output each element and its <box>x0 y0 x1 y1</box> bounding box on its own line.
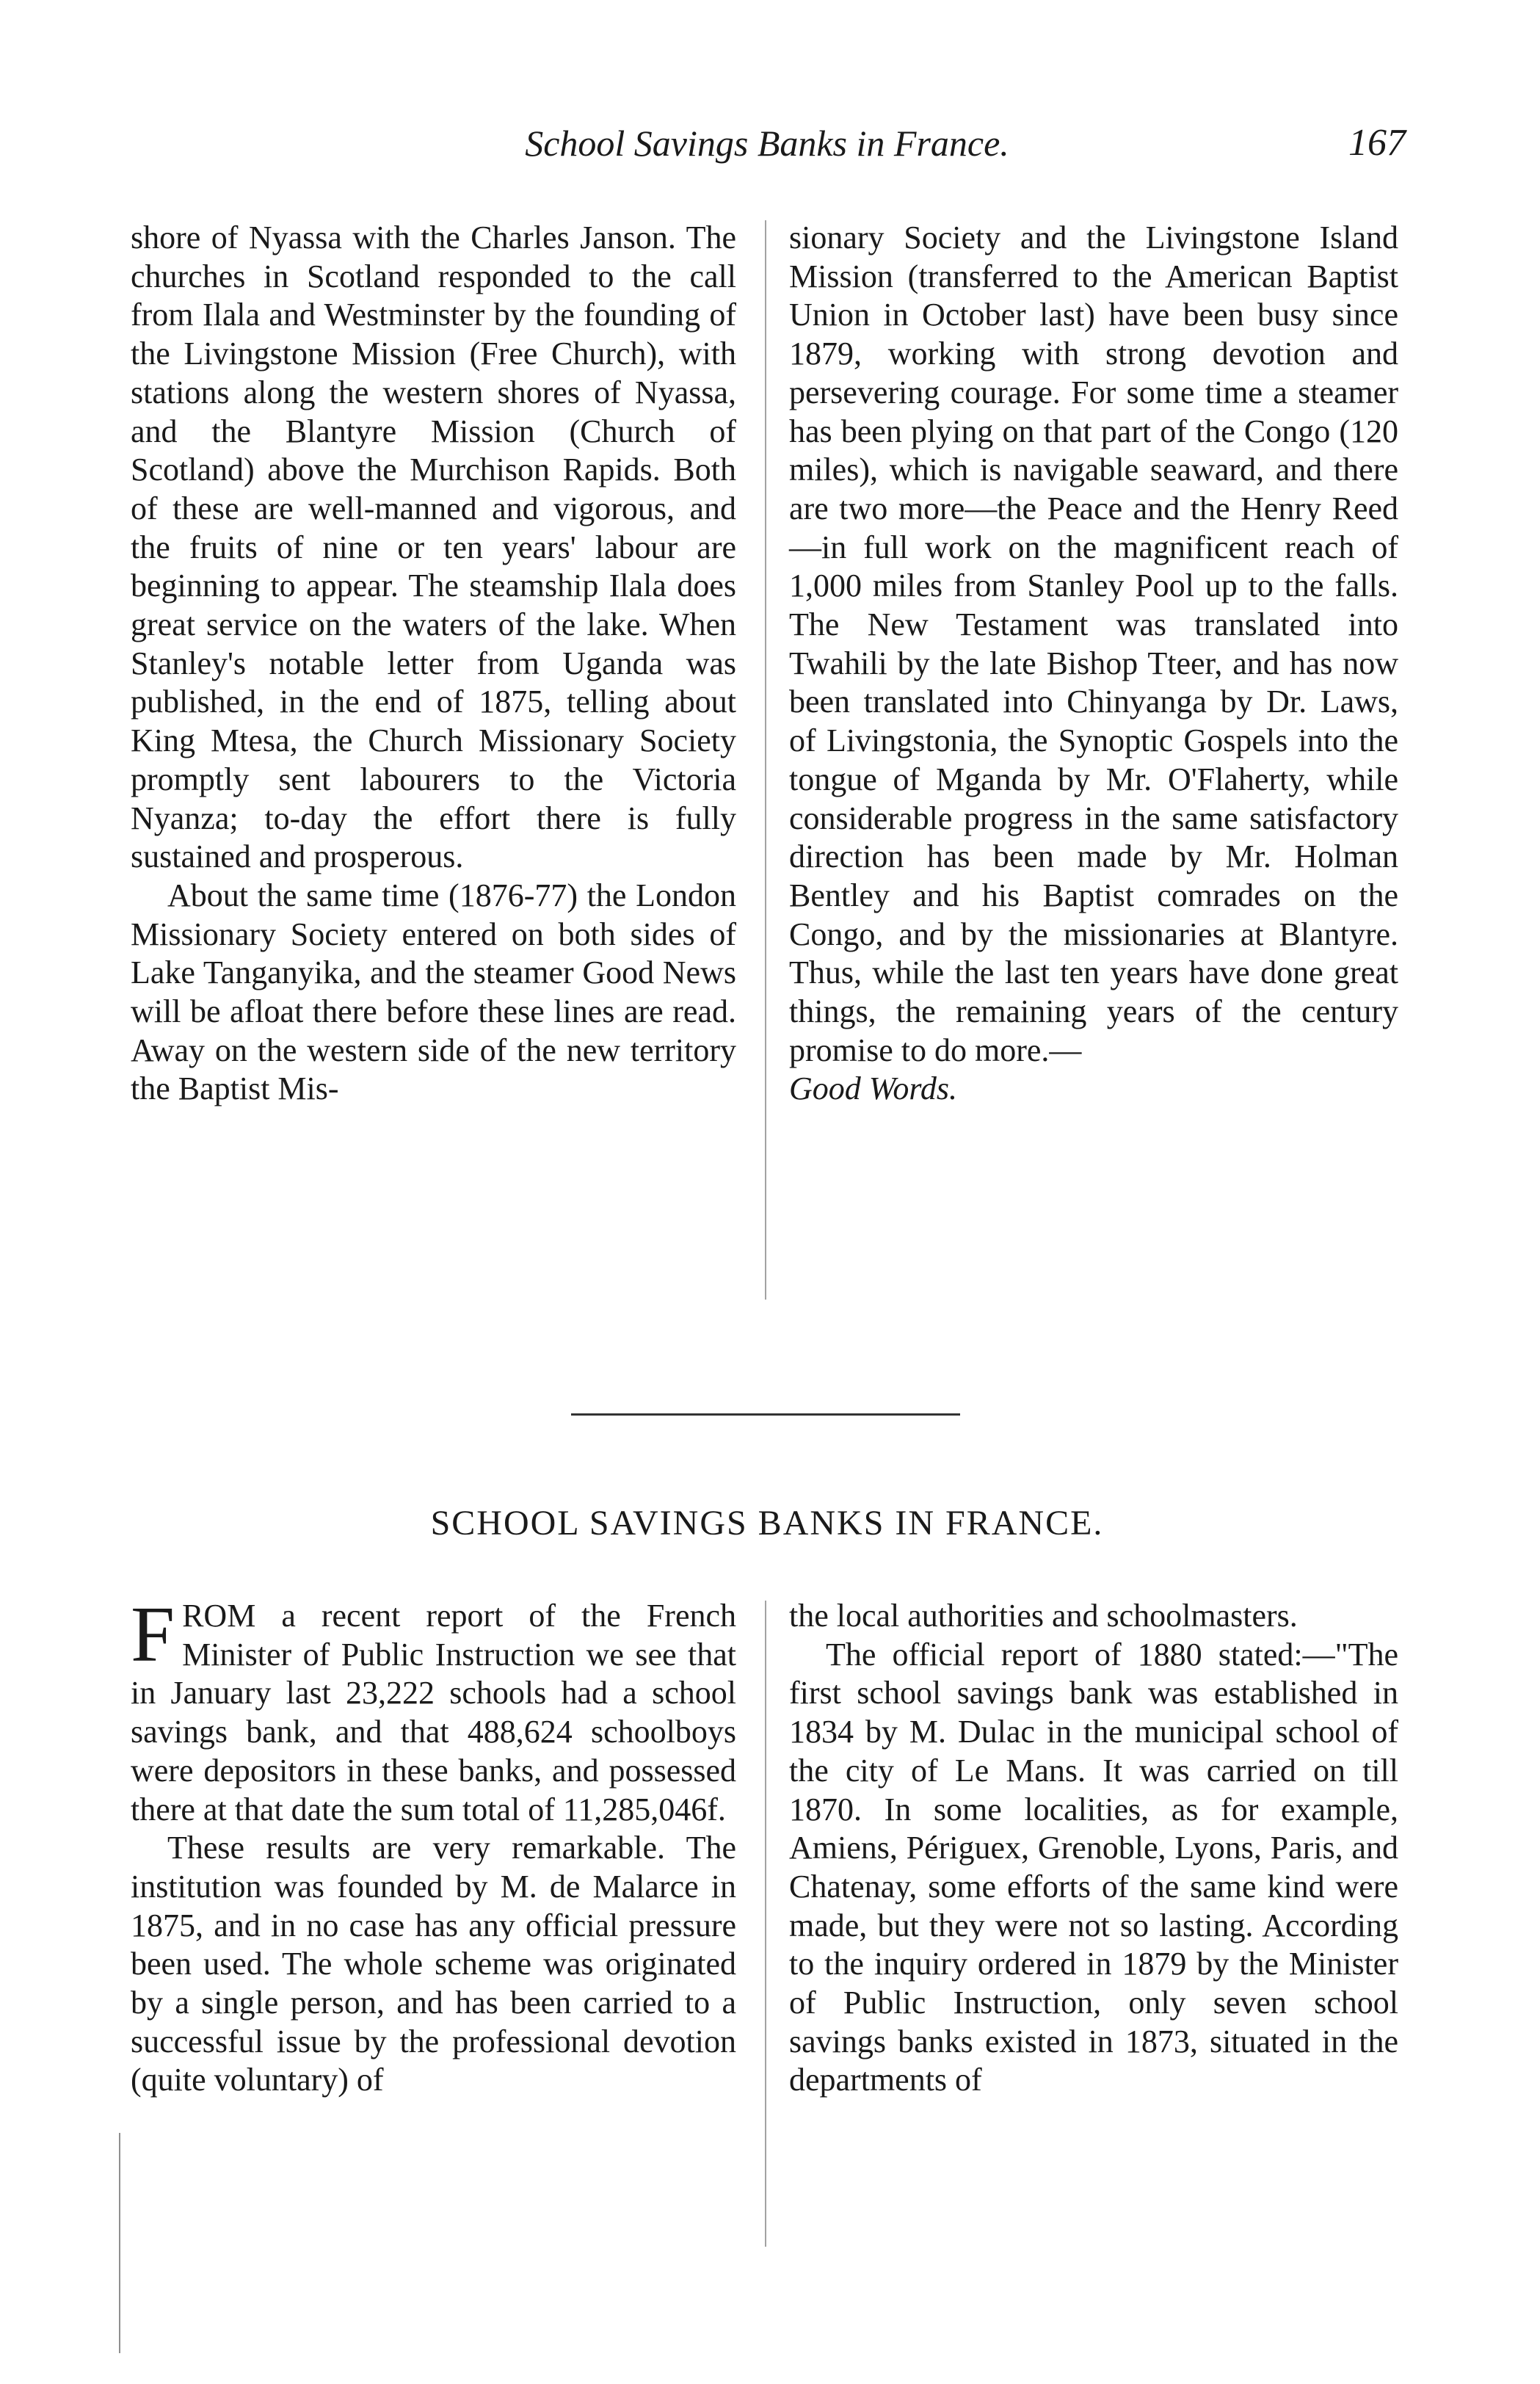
article-separator-rule <box>571 1413 960 1416</box>
article-title: SCHOOL SAVINGS BANKS IN FRANCE. <box>430 1504 1104 1543</box>
column-divider <box>765 220 766 1300</box>
previous-article-left-column <box>131 219 736 1109</box>
column-divider <box>765 1601 766 2247</box>
paragraph: sionary Society and the Livingstone Island Mission (transferred to the American Baptist Union in October last) have been busy since 1879, working with strong devotion and persevering courage. For some time a steamer has been plying on that part of the Congo (120 miles), which is navigable seaward, and there are two more—the Peace and the Henry Reed—in full work on the magnificent reach of 1,000 miles from Stanley Pool up to the falls. The New Testament was translated into Twahili by the late Bishop Tteer, and has now been translated into Chinyanga by Dr. Laws, of Livingstonia, the Synoptic Gospels into the tongue of Mganda by Mr. O'Flaherty, while considerable progress in the same satisfactory direction has been made by Mr. Holman Bentley and his Baptist comrades on the Congo, and by the missionaries at Blantyre. Thus, while the last ten years have done great things, the remaining years of the century promise to do more.— <box>789 220 1398 1068</box>
paragraph: the local authorities and schoolmasters. <box>789 1598 1298 1634</box>
article-right-column <box>789 1597 1398 2100</box>
running-title: School Savings Banks in France. <box>525 123 1009 164</box>
previous-article-right-column <box>789 219 1398 1109</box>
paragraph: The official report of 1880 stated:—"The first school savings bank was established in 1834 by M. Dulac in the municipal school of the city of Le Mans. It was carried on till 1870. In some localities, as for example, Amiens, Périguex, Grenoble, Lyons, Paris, and Chatenay, some efforts of the same kind were made, but they were not so lasting. According to the inquiry ordered in 1879 by the Minister of Public Instruction, only seven school savings banks existed in 1873, situated in the departments of <box>789 1636 1398 2098</box>
page-number: 167 <box>1348 122 1406 164</box>
article-left-column <box>131 1591 736 2100</box>
margin-rule <box>119 2133 120 2353</box>
source-attribution <box>789 1070 1398 1109</box>
source-attribution-text: Good Words. <box>789 1070 958 1107</box>
paragraph: These results are very remarkable. The institution was founded by M. de Malarce in 1875, and in no case has any official pressure been used. The whole scheme was originated by a single person, and has been carried to a successful issue by the professional devotion (quite voluntary) of <box>131 1830 736 2098</box>
paragraph: shore of Nyassa with the Charles Janson. The churches in Scotland responded to the call from Ilala and Westminster by the founding of the Livingstone Mission (Free Church), with stations along the western shores of Nyassa, and the Blantyre Mission (Church of Scotland) above the Murchison Rapids. Both of these are well-manned and vigorous, and the fruits of nine or ten years' labour are beginning to appear. The steamship Ilala does great service on the waters of the lake. When Stanley's notable letter from Uganda was published, in the end of 1875, telling about King Mtesa, the Church Missionary Society promptly sent labourers to the Victoria Nyanza; to-day the effort there is fully sustained and prosperous. <box>131 220 736 875</box>
running-head <box>128 117 1406 169</box>
drop-cap: F <box>131 1591 175 1678</box>
opening-paragraph <box>131 1591 736 1829</box>
paragraph: About the same time (1876-77) the London Missionary Society entered on both sides of Lake Tanganyika, and the steamer Good News will be afloat there before these lines are read. Away on the western side of the new territory the Baptist Mis- <box>131 877 736 1107</box>
opening-paragraph-text: ROM a recent report of the French Minister of Public Instruction we see that in January last 23,222 schools had a school savings bank, and that 488,624 schoolboys were depositors in these banks, and possessed there at that date the sum total of 11,285,046f. <box>131 1598 736 1827</box>
